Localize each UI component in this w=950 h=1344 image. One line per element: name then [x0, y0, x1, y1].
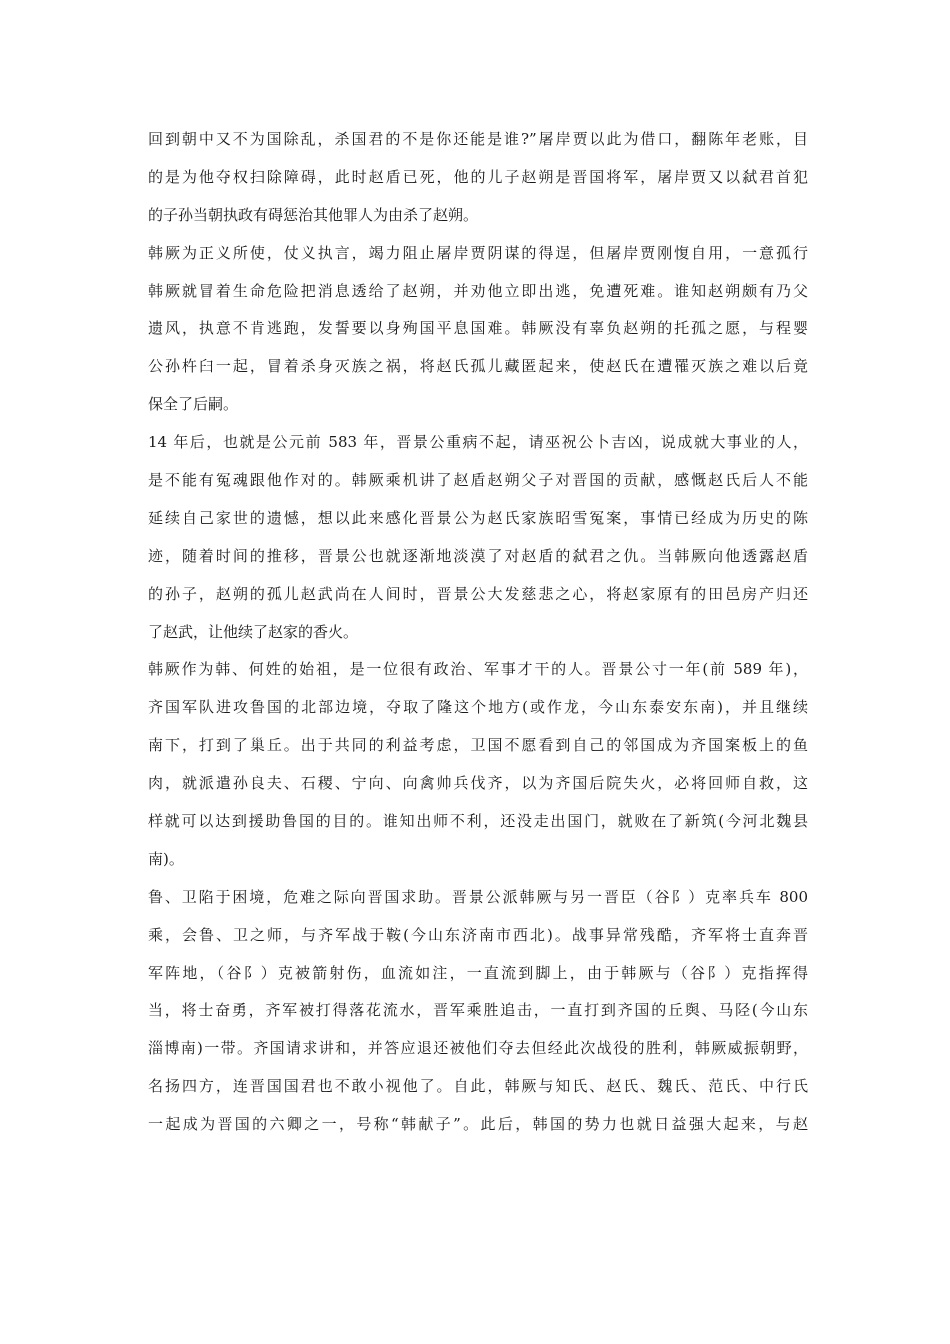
text-line: 一起成为晋国的六卿之一，号称“韩献子”。此后，韩国的势力也就日益强大起来，与赵	[148, 1115, 808, 1134]
text-line: 保全了后嗣。	[148, 395, 239, 414]
text-line: 延续自己家世的遗憾，想以此来感化晋景公为赵氏家族昭雪冤案，事情已经成为历史的陈	[148, 508, 808, 527]
text-line: 样就可以达到援助鲁国的目的。谁知出师不利，还没走出国门，就败在了新筑(今河北魏县	[148, 812, 808, 831]
text-line: 回到朝中又不为国除乱，杀国君的不是你还能是谁?”屠岸贾以此为借口，翻陈年老账，目	[148, 130, 808, 148]
text-line: 韩厥为正义所使，仗义执言，竭力阻止屠岸贾阴谋的得逞，但屠岸贾刚愎自用，一意孤行	[148, 243, 808, 262]
text-line: 肉，就派遣孙良夫、石稷、宁向、向禽帅兵伐齐，以为齐国后院失火，必将回师自救，这	[148, 774, 808, 793]
text-line: 公孙杵臼一起，冒着杀身灭族之祸，将赵氏孤儿藏匿起来，使赵氏在遭罹灭族之难以后竟	[148, 357, 808, 376]
text-line: 鲁、卫陷于困境，危难之际向晋国求助。晋景公派韩厥与另一晋臣（谷阝）克率兵车 800	[148, 887, 808, 906]
text-line: 14 年后，也就是公元前 583 年，晋景公重病不起，请巫祝公卜吉凶，说成就大事业的人，	[148, 433, 808, 452]
text-line: 淄博南)一带。齐国请求讲和，并答应退还被他们夺去但经此次战役的胜利，韩厥威振朝野，	[148, 1039, 808, 1058]
text-line: 军阵地，（谷阝）克被箭射伤，血流如注，一直流到脚上，由于韩厥与（谷阝）克指挥得	[148, 963, 808, 982]
text-line: 南下，打到了巢丘。出于共同的利益考虑，卫国不愿看到自己的邻国成为齐国案板上的鱼	[148, 736, 808, 755]
text-line: 当，将士奋勇，齐军被打得落花流水，晋军乘胜追击，一直打到齐国的丘舆、马陉(今山东	[148, 1001, 808, 1020]
text-line: 南)。	[148, 849, 184, 868]
text-line: 韩厥就冒着生命危险把消息透给了赵朔，并劝他立即出逃，免遭死难。谁知赵朔颇有乃父	[148, 281, 808, 300]
text-line: 了赵武，让他续了赵家的香火。	[148, 622, 359, 641]
text-line: 名扬四方，连晋国国君也不敢小视他了。自此，韩厥与知氏、赵氏、魏氏、范氏、中行氏	[148, 1077, 808, 1096]
text-line: 是不能有冤魂跟他作对的。韩厥乘机讲了赵盾赵朔父子对晋国的贡献，感慨赵氏后人不能	[148, 471, 808, 490]
text-line: 的是为他夺权扫除障碍，此时赵盾已死，他的儿子赵朔是晋国将军，屠岸贾又以弑君首犯	[148, 167, 808, 186]
text-line: 的孙子，赵朔的孤儿赵武尚在人间时，晋景公大发慈悲之心，将赵家原有的田邑房产归还	[148, 584, 808, 603]
text-line: 遗风，执意不肯逃跑，发誓要以身殉国平息国难。韩厥没有辜负赵朔的托孤之愿，与程婴	[148, 319, 808, 338]
text-line: 的子孙当朝执政有碍惩治其他罪人为由杀了赵朔。	[148, 205, 479, 224]
text-line: 迹，随着时间的推移，晋景公也就逐渐地淡漠了对赵盾的弑君之仇。当韩厥向他透露赵盾	[148, 546, 808, 565]
text-line: 韩厥作为韩、何姓的始祖，是一位很有政治、军事才干的人。晋景公寸一年(前 589 年)，	[148, 660, 808, 679]
text-line: 齐国军队进攻鲁国的北部边境，夺取了隆这个地方(或作龙，今山东泰安东南)，并且继续	[148, 698, 808, 717]
body-text	[148, 121, 808, 1144]
text-line: 乘，会鲁、卫之师，与齐军战于鞍(今山东济南市西北)。战事异常残酷，齐军将士直奔晋	[148, 925, 808, 944]
